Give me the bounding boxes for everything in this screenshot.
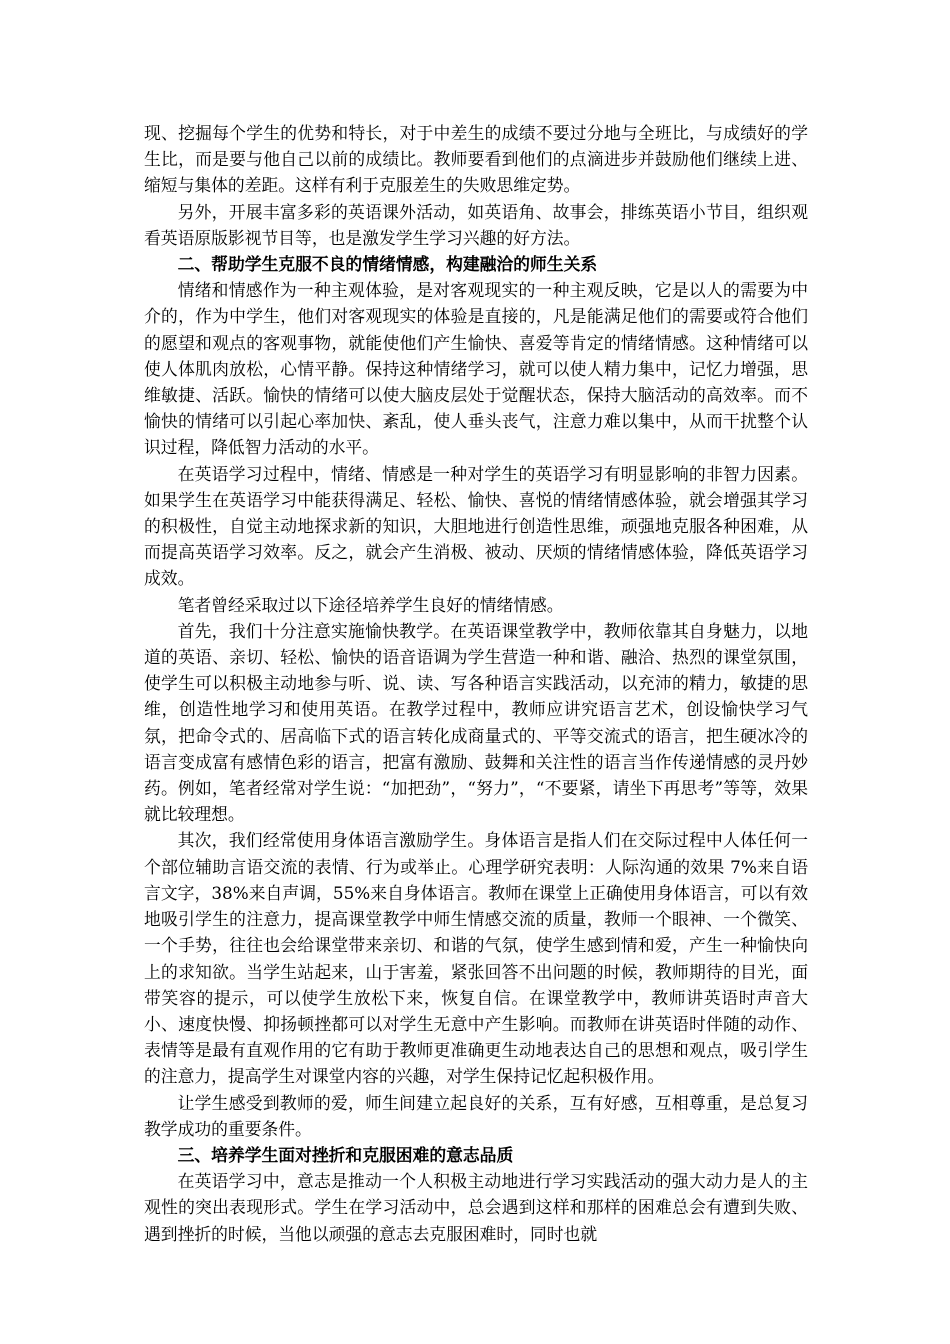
paragraph-happy-teaching: 首先，我们十分注意实施愉快教学。在英语课堂教学中，教师依靠其自身魅力，以地道的英语、亲切、轻松、愉快的语音语调为学生营造一种和谐、融洽、热烈的课堂氛围，使学生可以积极主动地参与听、说、读、写各种语言实践活动，以充沛的精力，敏捷的思维，创造性地学习和使用英语。在教学过程中，教师应讲究语言艺术，创设愉快学习气氛，把命令式的、居高临下式的语言转化成商量式的、平等交流式的语言，把生硬冰冷的语言变成富有感情色彩的语言，把富有激励、鼓舞和关注性的语言当作传递情感的灵丹妙药。例如，笔者经常对学生说：“加把劲”，“努力”，“不要紧，请坐下再思考”等等，效果就比较理想。 [144, 620, 808, 825]
paragraph-emotion-definition: 情绪和情感作为一种主观体验，是对客观现实的一种主观反映，它是以人的需要为中介的，作为中学生，他们对客观现实的体验是直接的，凡是能满足他们的需要或符合他们的愿望和观点的客观事物，就能使他们产生愉快、喜爱等肯定的情绪情感。这种情绪可以使人体肌肉放松，心情平静。保持这种情绪学习，就可以使人精力集中，记忆力增强，思维敏捷、活跃。愉快的情绪可以使大脑皮层处于觉醒状态，保持大脑活动的高效率。而不愉快的情绪可以引起心率加快、紊乱，使人垂头丧气，注意力难以集中，从而干扰整个认识过程，降低智力活动的水平。 [144, 280, 808, 458]
section-heading-3: 三、培养学生面对挫折和克服困难的意志品质 [177, 1144, 514, 1165]
paragraph-emotion-learning: 在英语学习过程中，情绪、情感是一种对学生的英语学习有明显影响的非智力因素。如果学生在英语学习中能获得满足、轻松、愉快、喜悦的情绪情感体验，就会增强其学习的积极性，自觉主动地探求新的知识，大胆地进行创造性思维，顽强地克服各种困难，从而提高英语学习效率。反之，就会产生消极、被动、厌烦的情绪情感体验，降低英语学习成效。 [144, 463, 808, 589]
section-heading-2: 二、帮助学生克服不良的情绪情感，构建融洽的师生关系 [177, 254, 598, 275]
document-page [144, 120, 808, 1247]
paragraph-body-language: 其次，我们经常使用身体语言激励学生。身体语言是指人们在交际过程中人体任何一个部位辅助言语交流的表情、行为或举止。心理学研究表明：人际沟通的效果 7%来自语言文字，38%来自声调，55%来自身体语言。教师在课堂上正确使用身体语言，可以有效地吸引学生的注意力，提高课堂教学中师生情感交流的质量，教师一个眼神、一个微笑、一个手势，往往也会给课堂带来亲切、和谐的气氛，使学生感到情和爱，产生一种愉快向上的求知欲。当学生站起来，山于害羞，紧张回答不出问题的时候，教师期待的目光，面带笑容的提示，可以使学生放松下来，恢复自信。在课堂教学中，教师讲英语时声音大小、速度快慢、抑扬顿挫都可以对学生无意中产生影响。而教师在讲英语时伴随的动作、表情等是最有直观作用的它有助于教师更准确更生动地表达自己的思想和观点，吸引学生的注意力，提高学生对课堂内容的兴趣，对学生保持记忆起积极作用。 [144, 830, 808, 1087]
paragraph-approaches: 笔者曾经采取过以下途径培养学生良好的情绪情感。 [177, 594, 564, 615]
paragraph-willpower: 在英语学习中，意志是推动一个人积极主动地进行学习实践活动的强大动力是人的主观性的突出表现形式。学生在学习活动中，总会遇到这样和那样的困难总会有遭到失败、遇到挫折的时候，当他以顽强的意志去克服困难时，同时也就 [144, 1171, 808, 1244]
paragraph-teacher-love: 让学生感受到教师的爱，师生间建立起良好的关系，互有好感，互相尊重，是总复习教学成功的重要条件。 [144, 1092, 808, 1139]
paragraph-continued-intro: 现、挖掘每个学生的优势和特长，对于中差生的成绩不要过分地与全班比，与成绩好的学生比，而是要与他自己以前的成绩比。教师要看到他们的点滴进步并鼓励他们继续上进、缩短与集体的差距。这样有利于克服差生的失败思维定势。 [144, 123, 808, 196]
paragraph-extracurricular: 另外，开展丰富多彩的英语课外活动，如英语角、故事会，排练英语小节目，组织观看英语原版影视节目等，也是激发学生学习兴趣的好方法。 [144, 201, 808, 248]
